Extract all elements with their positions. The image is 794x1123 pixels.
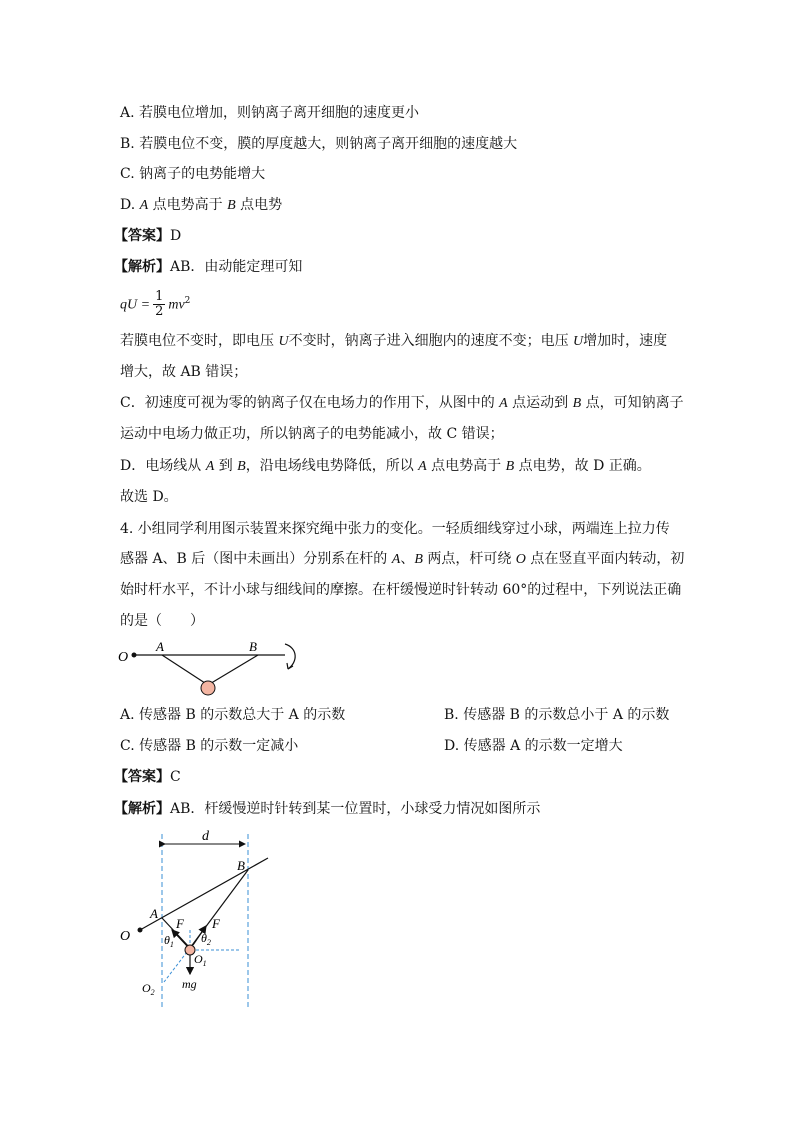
paragraph-1-line-1 xyxy=(120,331,667,352)
label-a: A xyxy=(156,639,164,654)
option-b: B. 若膜电位不变，膜的厚度越大，则钠离子离开细胞的速度越大 xyxy=(120,136,518,152)
rod xyxy=(140,858,268,930)
q4-analysis-intro xyxy=(114,799,540,819)
rotation-arrow-icon xyxy=(285,644,295,669)
point-a: A xyxy=(418,459,427,474)
q4-stem-line-4: 的是（ ） xyxy=(120,613,204,629)
q4-option-c: C. 传感器 B 的示数一定减小 xyxy=(120,738,299,754)
rod-diagram xyxy=(110,632,310,700)
string-b xyxy=(208,655,258,685)
force-arrow-a xyxy=(172,930,187,946)
label-f1: F xyxy=(176,916,184,931)
label-mg: mg xyxy=(182,977,197,991)
text: 点，可知钠离子 xyxy=(581,395,684,411)
q4-stem-line-3: 始时杆水平，不计小球与细线间的摩擦。在杆缓慢逆时针转动 60°的过程中，下列说法正确 xyxy=(120,582,682,598)
symbol-u: U xyxy=(573,334,584,349)
formula-lhs: qU = xyxy=(120,297,151,313)
label-d: d xyxy=(202,829,209,844)
paragraph-c-line-1 xyxy=(120,393,684,414)
label-b: B xyxy=(237,858,245,873)
answer-line xyxy=(114,226,181,246)
label-o1: $O_1$ xyxy=(194,952,207,968)
option-d-post: 点电势 xyxy=(235,197,283,213)
point-o: O xyxy=(515,552,526,567)
paragraph-d xyxy=(120,456,651,477)
label-b: B xyxy=(249,639,257,654)
symbol-u: U xyxy=(278,334,289,349)
analysis-label: 【解析】 xyxy=(114,259,170,275)
arrowhead-icon xyxy=(287,663,293,669)
formula xyxy=(120,286,190,321)
q4-option-d: D. 传感器 A 的示数一定增大 xyxy=(444,738,623,754)
paragraph-1-line-2: 增大，故 AB 错误； xyxy=(120,364,248,380)
text: ，沿电场线电势降低，所以 xyxy=(245,458,419,474)
option-d xyxy=(120,195,282,216)
q4-option-a: A. 传感器 B 的示数总大于 A 的示数 xyxy=(120,707,346,723)
text: D．电场线从 xyxy=(120,458,206,474)
answer-label: 【答案】 xyxy=(114,769,170,785)
label-o: O xyxy=(120,929,131,944)
formula-rhs: mv xyxy=(168,297,185,313)
analysis-intro xyxy=(114,257,302,277)
option-d-mid: 点电势高于 xyxy=(148,197,228,213)
point-b: B xyxy=(505,459,515,474)
text: 感器 A、B 后（图中未画出）分别系在杆的 xyxy=(120,551,392,567)
conclusion: 故选 D。 xyxy=(120,489,178,505)
label-o: O xyxy=(118,650,129,665)
point-b: B xyxy=(572,396,582,411)
point-a: A xyxy=(139,198,149,213)
label-a: A xyxy=(150,906,158,921)
option-a: A. 若膜电位增加，则钠离子离开细胞的速度更小 xyxy=(120,105,420,121)
q4-stem-line-2 xyxy=(120,549,684,570)
text: C．初速度可视为零的钠离子仅在电场力的作用下，从图中的 xyxy=(120,395,500,411)
point-a: A xyxy=(499,396,508,411)
text: 点运动到 xyxy=(507,395,573,411)
label-theta2: $\theta_2$ xyxy=(201,931,211,947)
text: 点电势，故 D 正确。 xyxy=(514,458,651,474)
label-f2: F xyxy=(212,916,220,931)
point-b: B xyxy=(227,198,236,213)
point-a: A xyxy=(391,552,401,567)
text: 不变时，钠离子进入细胞内的速度不变；电压 xyxy=(288,333,574,349)
point-b: B xyxy=(237,459,246,474)
label-theta1: $\theta_1$ xyxy=(164,933,174,949)
ball xyxy=(201,681,215,695)
text: 若膜电位不变时，即电压 xyxy=(120,333,279,349)
paragraph-c-line-2: 运动中电场力做正功，所以钠离子的电势能减小，故 C 错误； xyxy=(120,426,504,442)
text: 两点，杆可绕 xyxy=(422,551,516,567)
text: 增加时，速度 xyxy=(583,333,668,349)
formula-fraction xyxy=(153,290,165,319)
analysis-label: 【解析】 xyxy=(114,801,170,817)
answer-value: D xyxy=(170,228,182,244)
point-b: B xyxy=(414,552,423,567)
text: 点在竖直平面内转动，初 xyxy=(525,551,685,567)
text: 到 xyxy=(214,458,238,474)
pivot-point xyxy=(138,928,143,933)
q4-stem-line-1: 4. 小组同学利用图示装置来探究绳中张力的变化。一轻质细线穿过小球，两端连上拉力传 xyxy=(120,521,670,537)
option-d-prefix: D. xyxy=(120,197,140,213)
label-o2: $O_2$ xyxy=(142,981,155,997)
formula-exponent: 2 xyxy=(184,296,191,306)
formula-numerator: 1 xyxy=(155,289,164,305)
text: 、 xyxy=(400,551,415,567)
formula-denominator: 2 xyxy=(155,304,164,320)
analysis-text: AB．杆缓慢逆时针转到某一位置时，小球受力情况如图所示 xyxy=(170,801,541,817)
point-a: A xyxy=(205,459,215,474)
force-diagram xyxy=(110,822,290,1012)
q4-option-b: B. 传感器 B 的示数总小于 A 的示数 xyxy=(444,707,670,723)
answer-label: 【答案】 xyxy=(114,228,170,244)
string-a xyxy=(162,655,208,685)
text: 点电势高于 xyxy=(426,458,506,474)
answer-value: C xyxy=(170,769,181,785)
analysis-text: AB．由动能定理可知 xyxy=(170,259,303,275)
option-c: C. 钠离子的电势能增大 xyxy=(120,166,266,182)
q4-answer-line xyxy=(114,767,181,787)
